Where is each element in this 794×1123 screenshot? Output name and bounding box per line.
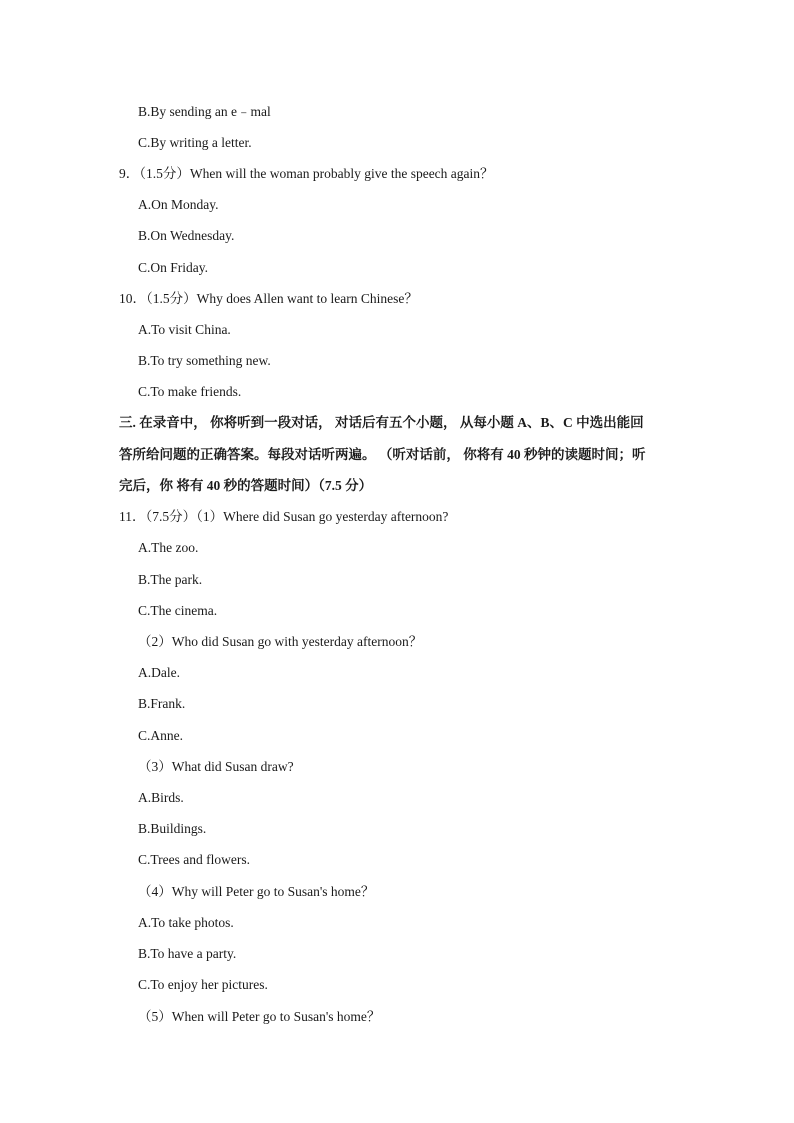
option-11-1c: C.The cinema. [138, 603, 218, 618]
option-10c: C.To make friends. [138, 384, 242, 399]
question-9: 9．（1.5分）When will the woman probably give the speech again？ [119, 166, 494, 181]
option-11-3a: A.Birds. [138, 790, 184, 805]
option-11-2c: C.Anne. [138, 728, 183, 743]
option-10a: A.To visit China. [138, 322, 231, 337]
option-9c: C.On Friday. [138, 260, 208, 275]
option-8c: C.By writing a letter. [138, 135, 252, 150]
section-3-instructions-line-2: 答所给问题的正确答案。每段对话听两遍。 （听对话前， 你将有 40 秒钟的读题时间；听 [119, 447, 646, 462]
option-11-1b: B.The park. [138, 572, 203, 587]
option-11-4b: B.To have a party. [138, 946, 237, 961]
question-10: 10．（1.5分）Why does Allen want to learn Chinese？ [119, 291, 418, 306]
option-11-4a: A.To take photos. [138, 915, 234, 930]
question-11-2: （2）Who did Susan go with yesterday afternoon？ [138, 634, 423, 649]
option-9a: A.On Monday. [138, 197, 219, 212]
question-11-4: （4）Why will Peter go to Susan's home？ [138, 884, 375, 899]
question-11-1: 11．（7.5分）（1）Where did Susan go yesterday afternoon? [119, 509, 449, 524]
section-3-instructions-line-1: 三. 在录音中， 你将听到一段对话， 对话后有五个小题， 从每小题 A、B、C 中选出能回 [119, 415, 644, 430]
option-11-2a: A.Dale. [138, 665, 180, 680]
option-9b: B.On Wednesday. [138, 228, 235, 243]
option-11-3c: C.Trees and flowers. [138, 852, 250, 867]
option-8b: B.By sending an e﹣mal [138, 104, 271, 119]
option-10b: B.To try something new. [138, 353, 271, 368]
question-11-3: （3）What did Susan draw? [138, 759, 294, 774]
option-11-4c: C.To enjoy her pictures. [138, 977, 268, 992]
section-3-instructions-line-3: 完后，你 将有 40 秒的答题时间）（7.5 分） [119, 478, 373, 493]
option-11-2b: B.Frank. [138, 696, 186, 711]
option-11-1a: A.The zoo. [138, 540, 199, 555]
question-11-5: （5）When will Peter go to Susan's home？ [138, 1009, 381, 1024]
option-11-3b: B.Buildings. [138, 821, 207, 836]
